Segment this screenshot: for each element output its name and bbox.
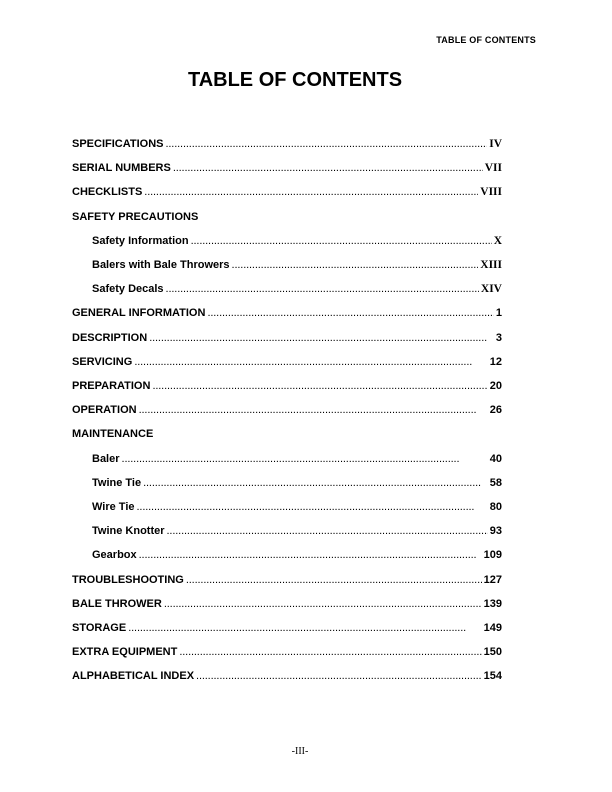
toc-entry[interactable]: [72, 332, 502, 344]
toc-entry-label: TROUBLESHOOTING: [72, 573, 184, 586]
toc-entry[interactable]: [72, 404, 502, 416]
toc-entry-page: 150: [483, 646, 502, 659]
dot-leader: [144, 186, 478, 198]
toc-entry[interactable]: [72, 622, 502, 634]
toc-entry-label: Safety Decals: [92, 283, 164, 296]
toc-entry[interactable]: [92, 525, 502, 537]
toc-entry-page: 139: [483, 597, 502, 610]
toc-entry[interactable]: [92, 477, 502, 489]
toc-entry-label: Baler: [92, 452, 120, 465]
toc-entry-page: VIII: [480, 186, 502, 199]
toc-entry[interactable]: [92, 283, 502, 295]
toc-entry[interactable]: [72, 428, 153, 440]
toc-entry-page: 149: [483, 622, 502, 634]
toc-entry-label: SERVICING: [72, 355, 133, 368]
toc-entry[interactable]: [72, 138, 502, 150]
dot-leader: [143, 477, 488, 489]
toc-entry-page: IV: [489, 138, 502, 150]
dot-leader: [167, 525, 488, 537]
toc-entry[interactable]: [92, 501, 502, 513]
toc-entry-label: PREPARATION: [72, 380, 151, 392]
toc-entry[interactable]: [72, 380, 502, 392]
toc-entry-label: Balers with Bale Throwers: [92, 259, 230, 271]
toc-entry-label: Wire Tie: [92, 501, 135, 513]
toc-entry-page: VII: [484, 162, 502, 175]
toc-entry[interactable]: [92, 235, 502, 247]
toc-entry-page: 80: [489, 501, 502, 513]
toc-entry-page: XIII: [480, 259, 502, 271]
dot-leader: [139, 549, 482, 561]
dot-leader: [179, 646, 481, 658]
toc-entry-page: 20: [489, 380, 502, 392]
toc-entry-label: BALE THROWER: [72, 597, 162, 610]
dot-leader: [173, 162, 483, 174]
dot-leader: [164, 598, 482, 610]
toc-entry[interactable]: [72, 574, 502, 586]
dot-leader: [149, 332, 494, 344]
toc-entry-label: SERIAL NUMBERS: [72, 162, 171, 175]
toc-entry-label: EXTRA EQUIPMENT: [72, 646, 178, 659]
dot-leader: [134, 356, 487, 368]
toc-entry-page: 58: [489, 476, 502, 489]
dot-leader: [152, 380, 487, 392]
toc-entry-label: OPERATION: [72, 404, 137, 417]
toc-entry-label: Twine Tie: [92, 476, 142, 489]
toc-entry[interactable]: [72, 598, 502, 610]
toc-entry-page: XIV: [480, 283, 502, 296]
toc-entry-label: Twine Knotter: [92, 525, 165, 538]
dot-leader: [139, 404, 488, 416]
toc-entry-label: DESCRIPTION: [72, 331, 148, 344]
toc-entry-page: 3: [495, 331, 502, 344]
toc-entry-page: 127: [483, 573, 502, 586]
dot-leader: [166, 283, 479, 295]
page-title: TABLE OF CONTENTS: [187, 69, 403, 91]
toc-entry[interactable]: [92, 549, 502, 561]
dot-leader: [137, 501, 488, 513]
toc-entry-label: SAFETY PRECAUTIONS: [72, 210, 199, 223]
toc-entry-label: Safety Information: [92, 234, 189, 247]
toc-entry-label: SPECIFICATIONS: [72, 138, 164, 150]
toc-entry[interactable]: [72, 670, 502, 682]
dot-leader: [232, 259, 479, 271]
dot-leader: [207, 307, 493, 319]
dot-leader: [191, 235, 492, 247]
toc-entry-label: MAINTENANCE: [72, 428, 154, 441]
page-number: -III-: [291, 746, 309, 757]
toc-entry-page: 154: [483, 670, 502, 683]
running-header: TABLE OF CONTENTS: [436, 35, 536, 45]
toc-entry[interactable]: [72, 646, 502, 658]
dot-leader: [196, 670, 482, 682]
toc-entry[interactable]: [72, 307, 502, 319]
toc-entry[interactable]: [72, 162, 502, 174]
toc-entry[interactable]: [72, 186, 502, 198]
toc-entry[interactable]: [72, 211, 198, 223]
toc-entry-page: 26: [489, 404, 502, 417]
dot-leader: [128, 622, 481, 634]
dot-leader: [122, 453, 488, 465]
toc-entry-page: X: [493, 234, 502, 247]
toc-entry-label: CHECKLISTS: [72, 186, 143, 199]
toc-entry[interactable]: [72, 356, 502, 368]
toc-entry[interactable]: [92, 453, 502, 465]
toc-entry-page: 109: [483, 549, 502, 562]
toc-entry-page: 12: [489, 355, 502, 368]
toc-entry[interactable]: [92, 259, 502, 271]
toc-entry-page: 40: [489, 452, 502, 465]
toc-entry-page: 1: [495, 307, 502, 320]
toc-entry-label: STORAGE: [72, 622, 127, 634]
toc-entry-page: 93: [489, 525, 502, 538]
toc-entry-label: Gearbox: [92, 549, 137, 562]
dot-leader: [165, 138, 487, 150]
dot-leader: [186, 574, 482, 586]
toc-entry-label: ALPHABETICAL INDEX: [72, 670, 195, 683]
toc-entry-label: GENERAL INFORMATION: [72, 307, 206, 320]
